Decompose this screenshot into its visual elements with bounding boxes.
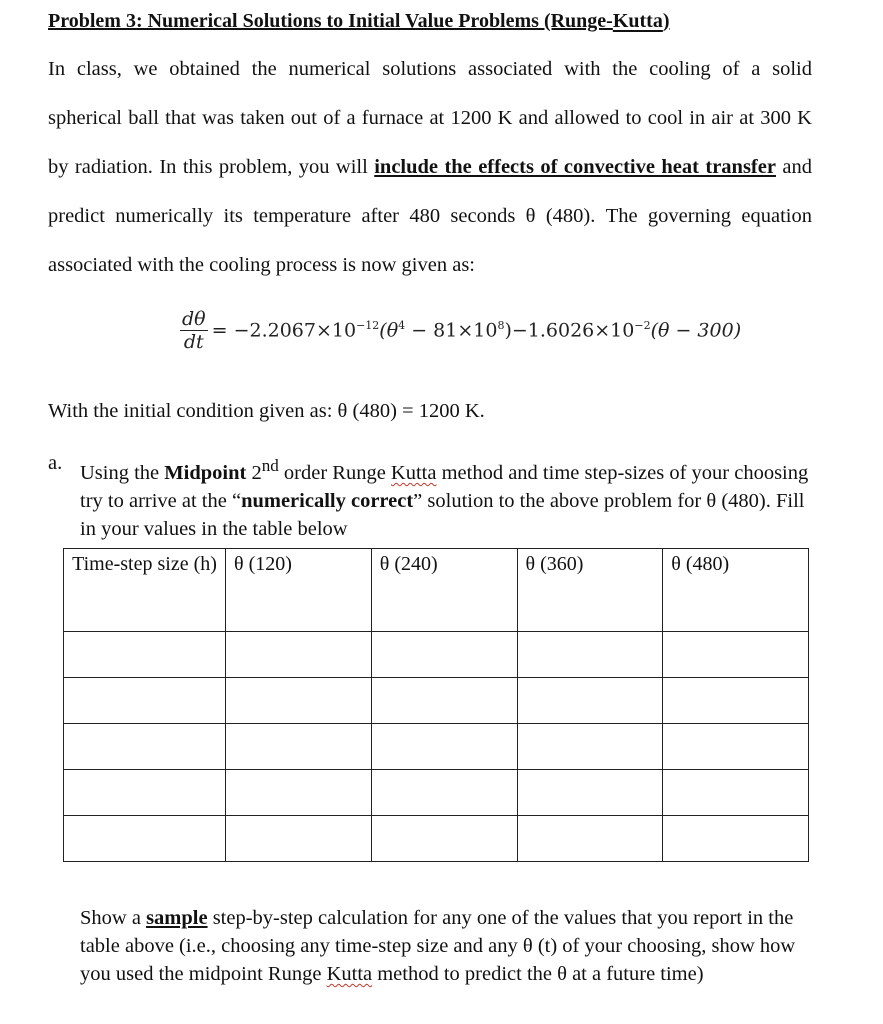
eq-part-1: = −2.2067×10 bbox=[211, 319, 357, 342]
eq-part-4: )−1.6026×10 bbox=[504, 319, 635, 342]
item-a-numerically-correct: numerically correct bbox=[241, 489, 414, 512]
table-cell[interactable] bbox=[64, 724, 226, 770]
table-row bbox=[64, 770, 809, 816]
table-header-row bbox=[64, 549, 809, 632]
table-cell[interactable] bbox=[226, 632, 372, 678]
results-table bbox=[63, 548, 809, 862]
header-time-step: Time-step size (h) bbox=[64, 549, 226, 632]
note-sample: sample bbox=[146, 907, 208, 929]
eq-exp-3: 8 bbox=[497, 319, 505, 333]
title-close: ) bbox=[662, 10, 670, 32]
problem-title bbox=[48, 10, 670, 33]
table-cell[interactable] bbox=[64, 770, 226, 816]
table-cell[interactable] bbox=[226, 724, 372, 770]
intro-line-5: associated with the cooling process is now given as: bbox=[48, 254, 475, 276]
table-cell[interactable] bbox=[226, 770, 372, 816]
equation-numerator: dθ bbox=[182, 308, 206, 330]
table-cell[interactable] bbox=[371, 632, 517, 678]
eq-part-3: − 81×10 bbox=[405, 319, 498, 342]
eq-exp-1: −12 bbox=[356, 319, 380, 333]
table-cell[interactable] bbox=[64, 816, 226, 862]
note-t3: method to predict the θ at a future time) bbox=[372, 963, 704, 985]
intro-line-3 bbox=[48, 156, 812, 179]
item-a-kutta: Kutta bbox=[390, 461, 437, 484]
table-cell[interactable] bbox=[517, 632, 663, 678]
note-kutta: Kutta bbox=[326, 963, 373, 985]
eq-exp-4: −2 bbox=[634, 319, 651, 333]
table-cell[interactable] bbox=[517, 678, 663, 724]
intro-line-3-before: by radiation. In this problem, you will bbox=[48, 156, 375, 178]
table-row bbox=[64, 678, 809, 724]
table-row bbox=[64, 724, 809, 770]
item-a-t2: 2 bbox=[246, 461, 262, 484]
intro-line-2: spherical ball that was taken out of a furnace at 1200 K and allowed to cool in air at 300 K bbox=[48, 107, 812, 129]
table-cell[interactable] bbox=[64, 678, 226, 724]
item-a-text bbox=[80, 452, 810, 543]
equation-rhs bbox=[212, 319, 742, 341]
initial-condition: With the initial condition given as: θ (480) = 1200 K. bbox=[48, 400, 485, 422]
item-a-t5: ” solution to the above problem for θ (480). Fill in your values in the table below bbox=[80, 489, 805, 540]
eq-part-2: (θ bbox=[379, 319, 399, 342]
eq-part-5: (θ − 300) bbox=[650, 319, 742, 342]
header-theta-360: θ (360) bbox=[517, 549, 663, 632]
item-a-t3: order Runge bbox=[278, 461, 391, 484]
table-cell[interactable] bbox=[517, 816, 663, 862]
intro-line-3-after: and bbox=[775, 156, 812, 178]
table-cell[interactable] bbox=[371, 770, 517, 816]
table-cell[interactable] bbox=[517, 724, 663, 770]
intro-line-3-emphasis: include the effects of convective heat transfer bbox=[374, 156, 776, 178]
governing-equation bbox=[180, 308, 741, 353]
item-a-t4: method and time step-sizes of your choosing try to arrive at the “ bbox=[80, 461, 809, 512]
sample-calculation-note bbox=[80, 904, 810, 988]
table-cell[interactable] bbox=[517, 770, 663, 816]
item-a-t1: Using the bbox=[80, 461, 165, 484]
item-a-letter: a. bbox=[48, 452, 63, 474]
table-cell[interactable] bbox=[371, 816, 517, 862]
table-cell[interactable] bbox=[663, 632, 809, 678]
table-cell[interactable] bbox=[371, 724, 517, 770]
table-row bbox=[64, 632, 809, 678]
intro-line-1: In class, we obtained the numerical solutions associated with the cooling of a solid bbox=[48, 58, 812, 80]
note-t1: Show a bbox=[80, 907, 147, 929]
table-row bbox=[64, 816, 809, 862]
header-theta-240: θ (240) bbox=[371, 549, 517, 632]
header-theta-480: θ (480) bbox=[663, 549, 809, 632]
table-cell[interactable] bbox=[64, 632, 226, 678]
table-cell[interactable] bbox=[663, 724, 809, 770]
table-cell[interactable] bbox=[663, 678, 809, 724]
intro-line-4: predict numerically its temperature after 480 seconds θ (480). The governing equation bbox=[48, 205, 812, 227]
table-cell[interactable] bbox=[663, 816, 809, 862]
title-kutta: Kutta bbox=[612, 10, 663, 32]
table-cell[interactable] bbox=[663, 770, 809, 816]
table-cell[interactable] bbox=[371, 678, 517, 724]
title-text: Problem 3: Numerical Solutions to Initial Value Problems (Runge- bbox=[48, 10, 613, 32]
equation-fraction bbox=[180, 308, 208, 353]
equation-denominator: dt bbox=[183, 331, 204, 353]
note-t2: step-by-step calculation for any one of the values that you report in the table above (i.e., choosing any time-step size and any θ (t) of your choosing, show how you used the midpoint Runge bbox=[80, 907, 796, 985]
header-theta-120: θ (120) bbox=[226, 549, 372, 632]
table-cell[interactable] bbox=[226, 816, 372, 862]
eq-exp-2: 4 bbox=[398, 319, 406, 333]
item-a-sup: nd bbox=[261, 456, 279, 475]
table-cell[interactable] bbox=[226, 678, 372, 724]
item-a-midpoint: Midpoint bbox=[164, 461, 247, 484]
